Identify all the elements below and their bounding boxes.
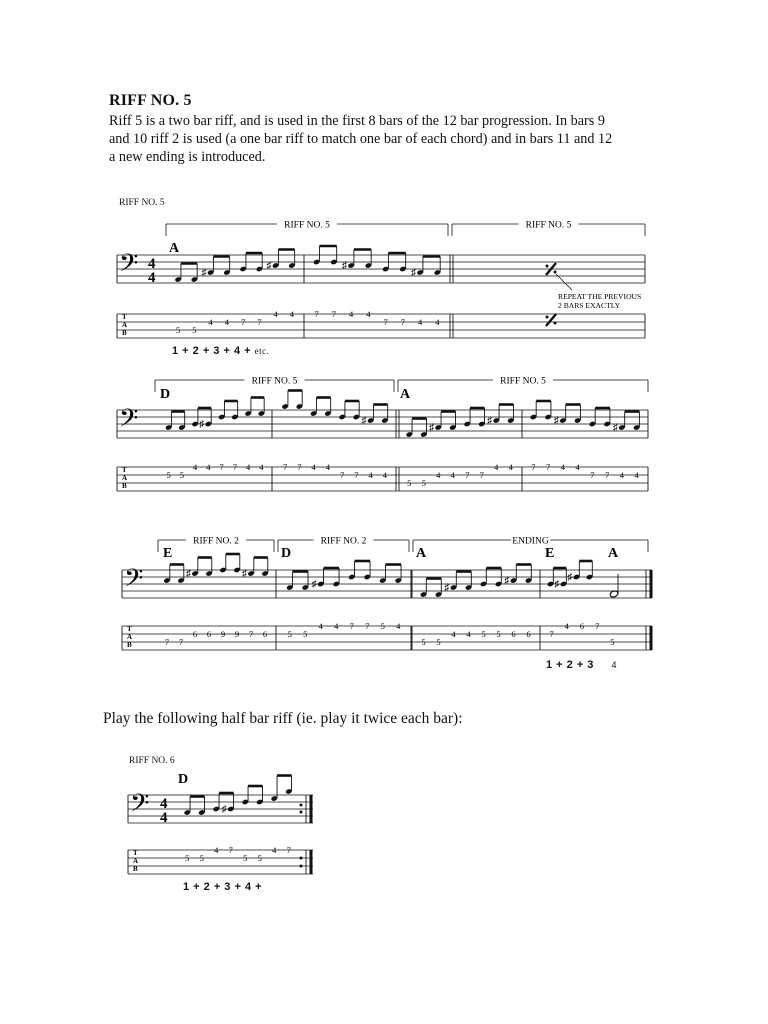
system-3 <box>122 537 652 651</box>
section-heading: RIFF NO. 5 <box>109 92 192 109</box>
bracket-label: RIFF NO. 2 <box>320 536 367 547</box>
tab-number: 7 <box>340 470 345 480</box>
sharp-sign: ♯ <box>567 572 573 583</box>
bracket-label: RIFF NO. 5 <box>525 220 572 231</box>
chord-symbol: E <box>163 546 173 561</box>
tab-number: 4 <box>208 317 213 327</box>
tab-number: 4 <box>575 462 580 472</box>
tab-number: 7 <box>365 621 370 631</box>
tab-number: 6 <box>262 629 268 639</box>
sharp-sign: ♯ <box>311 579 317 590</box>
sharp-sign: ♯ <box>429 422 435 434</box>
tab-number: 4 <box>560 462 565 472</box>
tab-number: 4 <box>224 317 229 327</box>
measure-repeat-dot <box>546 316 549 319</box>
sharp-sign: ♯ <box>361 415 367 427</box>
repeat-dot <box>300 804 303 807</box>
sharp-sign: ♯ <box>487 415 493 427</box>
tab-number: 7 <box>297 462 302 472</box>
tab-number: 7 <box>479 470 484 480</box>
tab-number: 5 <box>199 853 204 863</box>
tab-number: 5 <box>243 853 248 863</box>
chord-symbol: D <box>178 772 189 787</box>
tab-number: 4 <box>466 629 471 639</box>
bass-clef-icon: 𝄢 <box>130 790 150 823</box>
chord-symbol: D <box>160 387 171 402</box>
tab-number: 5 <box>496 629 501 639</box>
tab-number: 4 <box>272 845 277 855</box>
chord-symbol: A <box>608 546 619 561</box>
repeat-dot <box>300 811 303 814</box>
tab-number: 7 <box>241 317 246 327</box>
tab-number: 4 <box>325 462 330 472</box>
tab-number: 7 <box>383 317 388 327</box>
sharp-sign: ♯ <box>221 804 227 815</box>
tab-number: 5 <box>179 470 184 480</box>
sharp-sign: ♯ <box>266 260 272 272</box>
tab-number: 7 <box>595 621 600 631</box>
bracket-label: RIFF NO. 5 <box>500 376 546 387</box>
sharp-sign: ♯ <box>242 568 247 580</box>
tab-number: 5 <box>421 637 426 647</box>
time-signature: 4 <box>148 256 156 272</box>
tab-number: 4 <box>311 462 316 472</box>
beat-count-riff6: 1 + 2 + 3 + 4 + <box>183 881 263 893</box>
tab-number: 4 <box>259 462 264 472</box>
system-riff6 <box>128 772 313 874</box>
tab-number: 7 <box>549 629 554 639</box>
bracket-label: RIFF NO. 5 <box>284 220 330 231</box>
tab-number: 4 <box>368 470 373 480</box>
tab-letter: T <box>122 466 127 474</box>
chord-symbol: A <box>416 546 427 561</box>
tab-number: 4 <box>206 462 211 472</box>
tab-number: 7 <box>331 309 336 319</box>
tab-letter: T <box>133 849 138 857</box>
tab-number: 7 <box>349 621 354 631</box>
tab-number: 4 <box>334 621 339 631</box>
time-signature: 4 <box>148 270 156 286</box>
tab-letter: A <box>122 474 128 482</box>
tab-number: 5 <box>380 621 385 631</box>
tab-letter: B <box>127 641 132 649</box>
system-1 <box>117 221 645 339</box>
tab-letter: A <box>122 321 128 329</box>
bracket-label: RIFF NO. 2 <box>193 536 239 547</box>
tab-number: 5 <box>407 478 412 488</box>
sharp-sign: ♯ <box>201 267 207 279</box>
tab-number: 4 <box>619 470 624 480</box>
tab-number: 5 <box>166 470 171 480</box>
repeat-dot <box>300 865 303 868</box>
tab-number: 7 <box>400 317 405 327</box>
sharp-sign: ♯ <box>612 422 618 434</box>
tab-number: 7 <box>354 470 359 480</box>
tab-number: 5 <box>287 629 292 639</box>
etc-text: etc. <box>254 346 270 356</box>
beat-count-text: 1 + 2 + 3 <box>546 659 594 671</box>
figure-label: RIFF NO. 5 <box>119 198 165 208</box>
tab-number: 4 <box>382 470 387 480</box>
sharp-sign: ♯ <box>553 415 559 427</box>
tab-number: 4 <box>634 470 639 480</box>
sharp-sign: ♯ <box>186 568 191 580</box>
sharp-sign: ♯ <box>342 260 348 272</box>
tab-number: 9 <box>220 629 226 639</box>
tab-number: 4 <box>436 470 441 480</box>
tab-number: 4 <box>289 309 294 319</box>
intro-line: a new ending is introduced. <box>109 149 266 165</box>
tab-letter: B <box>133 865 138 873</box>
bass-clef-icon: 𝄢 <box>124 565 144 598</box>
tab-number: 7 <box>465 470 470 480</box>
measure-repeat-dot <box>554 322 557 325</box>
tab-number: 5 <box>610 637 615 647</box>
tab-number: 7 <box>546 462 551 472</box>
tab-number: 6 <box>206 629 212 639</box>
tab-number: 5 <box>481 629 486 639</box>
tab-number: 5 <box>192 325 197 335</box>
bass-clef-icon: 𝄢 <box>119 405 139 438</box>
tab-number: 6 <box>526 629 531 639</box>
tab-number: 4 <box>396 621 401 631</box>
intro-line: Riff 5 is a two bar riff, and is used in the first 8 bars of the 12 bar progression. In bars 9 <box>109 113 605 129</box>
system-2 <box>117 377 648 492</box>
bracket-label: ENDING <box>512 536 549 547</box>
tab-number: 7 <box>531 462 536 472</box>
tab-number: 4 <box>508 462 513 472</box>
tab-letter: T <box>127 625 132 633</box>
tab-letter: B <box>122 482 127 490</box>
tab-number: 4 <box>494 462 499 472</box>
repeat-dot <box>300 857 303 860</box>
tab-number: 4 <box>214 845 219 855</box>
tab-number: 5 <box>257 853 262 863</box>
intro-line: and 10 riff 2 is used (a one bar riff to match one bar of each chord) and in bars 11 and 12 <box>109 131 613 147</box>
tab-number: 5 <box>436 637 441 647</box>
tab-letter: A <box>127 633 133 641</box>
time-signature: 4 <box>160 796 168 812</box>
tab-number: 5 <box>303 629 308 639</box>
tab-number: 6 <box>192 629 198 639</box>
sharp-sign: ♯ <box>199 419 205 430</box>
tab-number: 7 <box>605 470 610 480</box>
time-signature: 4 <box>160 810 168 826</box>
sharp-sign: ♯ <box>444 582 450 594</box>
tab-letter: T <box>122 313 127 321</box>
sharp-sign: ♯ <box>554 579 560 590</box>
tab-number: 5 <box>176 325 181 335</box>
bracket-label: RIFF NO. 5 <box>251 376 298 387</box>
tab-number: 6 <box>579 621 585 631</box>
chord-symbol: A <box>169 241 180 256</box>
sharp-sign: ♯ <box>411 267 417 279</box>
tab-number: 4 <box>366 309 371 319</box>
measure-repeat-dot <box>554 271 557 274</box>
tab-number: 7 <box>286 845 291 855</box>
instruction-text: Play the following half bar riff (ie. play it twice each bar): <box>103 710 463 727</box>
tab-number: 7 <box>219 462 224 472</box>
tab-number: 5 <box>185 853 190 863</box>
bass-clef-icon: 𝄢 <box>119 250 139 283</box>
tab-number: 4 <box>246 462 251 472</box>
tab-number: 7 <box>590 470 595 480</box>
measure-repeat-dot <box>546 265 549 268</box>
tab-number: 4 <box>450 470 455 480</box>
tab-number: 7 <box>314 309 319 319</box>
tab-number: 9 <box>234 629 240 639</box>
tab-number: 4 <box>349 309 354 319</box>
chord-symbol: D <box>281 546 292 561</box>
tab-number: 7 <box>283 462 288 472</box>
chord-symbol: E <box>545 546 555 561</box>
tab-letter: A <box>133 857 139 865</box>
figure-label-riff6: RIFF NO. 6 <box>129 756 175 766</box>
tab-number: 4 <box>318 621 323 631</box>
tab-number: 7 <box>257 317 262 327</box>
tab-number: 4 <box>273 309 278 319</box>
tab-number: 5 <box>421 478 426 488</box>
beat-count-text: 1 + 2 + 3 + 4 + <box>172 345 252 357</box>
tab-number: 4 <box>451 629 456 639</box>
chord-symbol: A <box>400 387 411 402</box>
tab-number: 7 <box>232 462 237 472</box>
tab-number: 4 <box>193 462 198 472</box>
tab-number: 7 <box>248 629 254 639</box>
tab-number: 4 <box>418 317 423 327</box>
tab-number: 6 <box>511 629 516 639</box>
tab-number: 7 <box>228 845 233 855</box>
tab-number: 4 <box>564 621 569 631</box>
tab-letter: B <box>122 329 127 337</box>
tab-number: 7 <box>178 637 184 647</box>
repeat-note: 2 BARS EXACTLY <box>558 301 621 310</box>
repeat-note: REPEAT THE PREVIOUS <box>558 292 642 301</box>
sharp-sign: ♯ <box>504 575 510 587</box>
tab-number: 4 <box>435 317 440 327</box>
beat-count-last: 4 <box>611 660 618 670</box>
tab-number: 7 <box>164 637 170 647</box>
